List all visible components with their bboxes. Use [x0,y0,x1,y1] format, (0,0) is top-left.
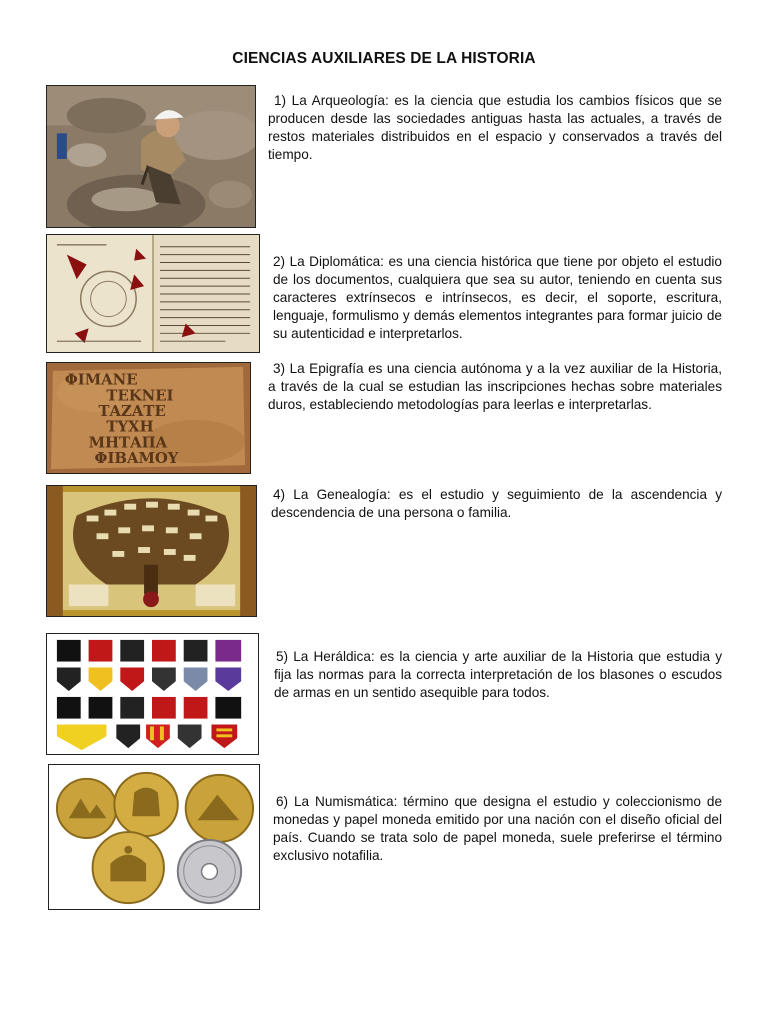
heraldry-coats-of-arms [46,633,259,755]
item-numismatics-text: 6) La Numismática: término que designa el estudio y coleccionismo de monedas y papel moneda emitido por una nación con el diseño oficial del país. Cuando se trata solo de papel moneda, suele preferirse el término exclusivo notafilia. [273,794,722,863]
item-genealogy-text: 4) La Genealogía: es el estudio y seguimiento de la ascendencia y descendencia de una persona o familia. [271,487,722,520]
epigraphy-stone-inscription [46,362,251,474]
genealogy-family-tree [46,485,257,617]
item-heraldry-text: 5) La Heráldica: es la ciencia y arte auxiliar de la Historia que estudia y fija las normas para la correcta interpretación de los blasones o escudos de armas en un sentido asequible para todos. [274,649,722,700]
inscription-line: ΤΑΖΑΤΕ [98,403,166,421]
page-title: CIENCIAS AUXILIARES DE LA HISTORIA [232,50,536,67]
item-epigraphy-text: 3) La Epigrafía es una ciencia autónoma y a la vez auxiliar de la Historia, a través de la cual se estudian las inscripciones hechas sobre materiales duros, estableciendo metodologías para leerlas e interpretarlas. [268,361,722,412]
numismatics-coins [48,764,260,910]
inscription-line: ΜΗΤΑΠΑ [88,434,168,452]
item-diplomatics-text: 2) La Diplomática: es una ciencia histórica que tiene por objeto el estudio de los documentos, cualquiera que sea su autor, teniendo en cuenta sus caracteres extrínsecos e intrínsecos, es decir, el soporte, escritura, lenguaje, formulismo y demás elementos integrantes para formar juicio de su autenticidad e interpretarlos. [273,254,722,341]
inscription-line: ΦΙΒΑΜΟΥ [94,450,179,468]
item-archaeology-text: 1) La Arqueología: es la ciencia que estudia los cambios físicos que se producen desde las sociedades antiguas hasta las actuales, a través de restos materiales distribuidos en el espacio y conservados a través del tiempo. [268,93,722,162]
inscription-line: ΦΙΜΑΝΕ [64,371,138,389]
inscription-line: ΤΥΧΗ [106,418,154,436]
diplomatics-manuscript [46,234,260,353]
inscription-line: ΤΕΚΝΕΙ [106,387,174,405]
archaeology-photo [46,85,256,228]
